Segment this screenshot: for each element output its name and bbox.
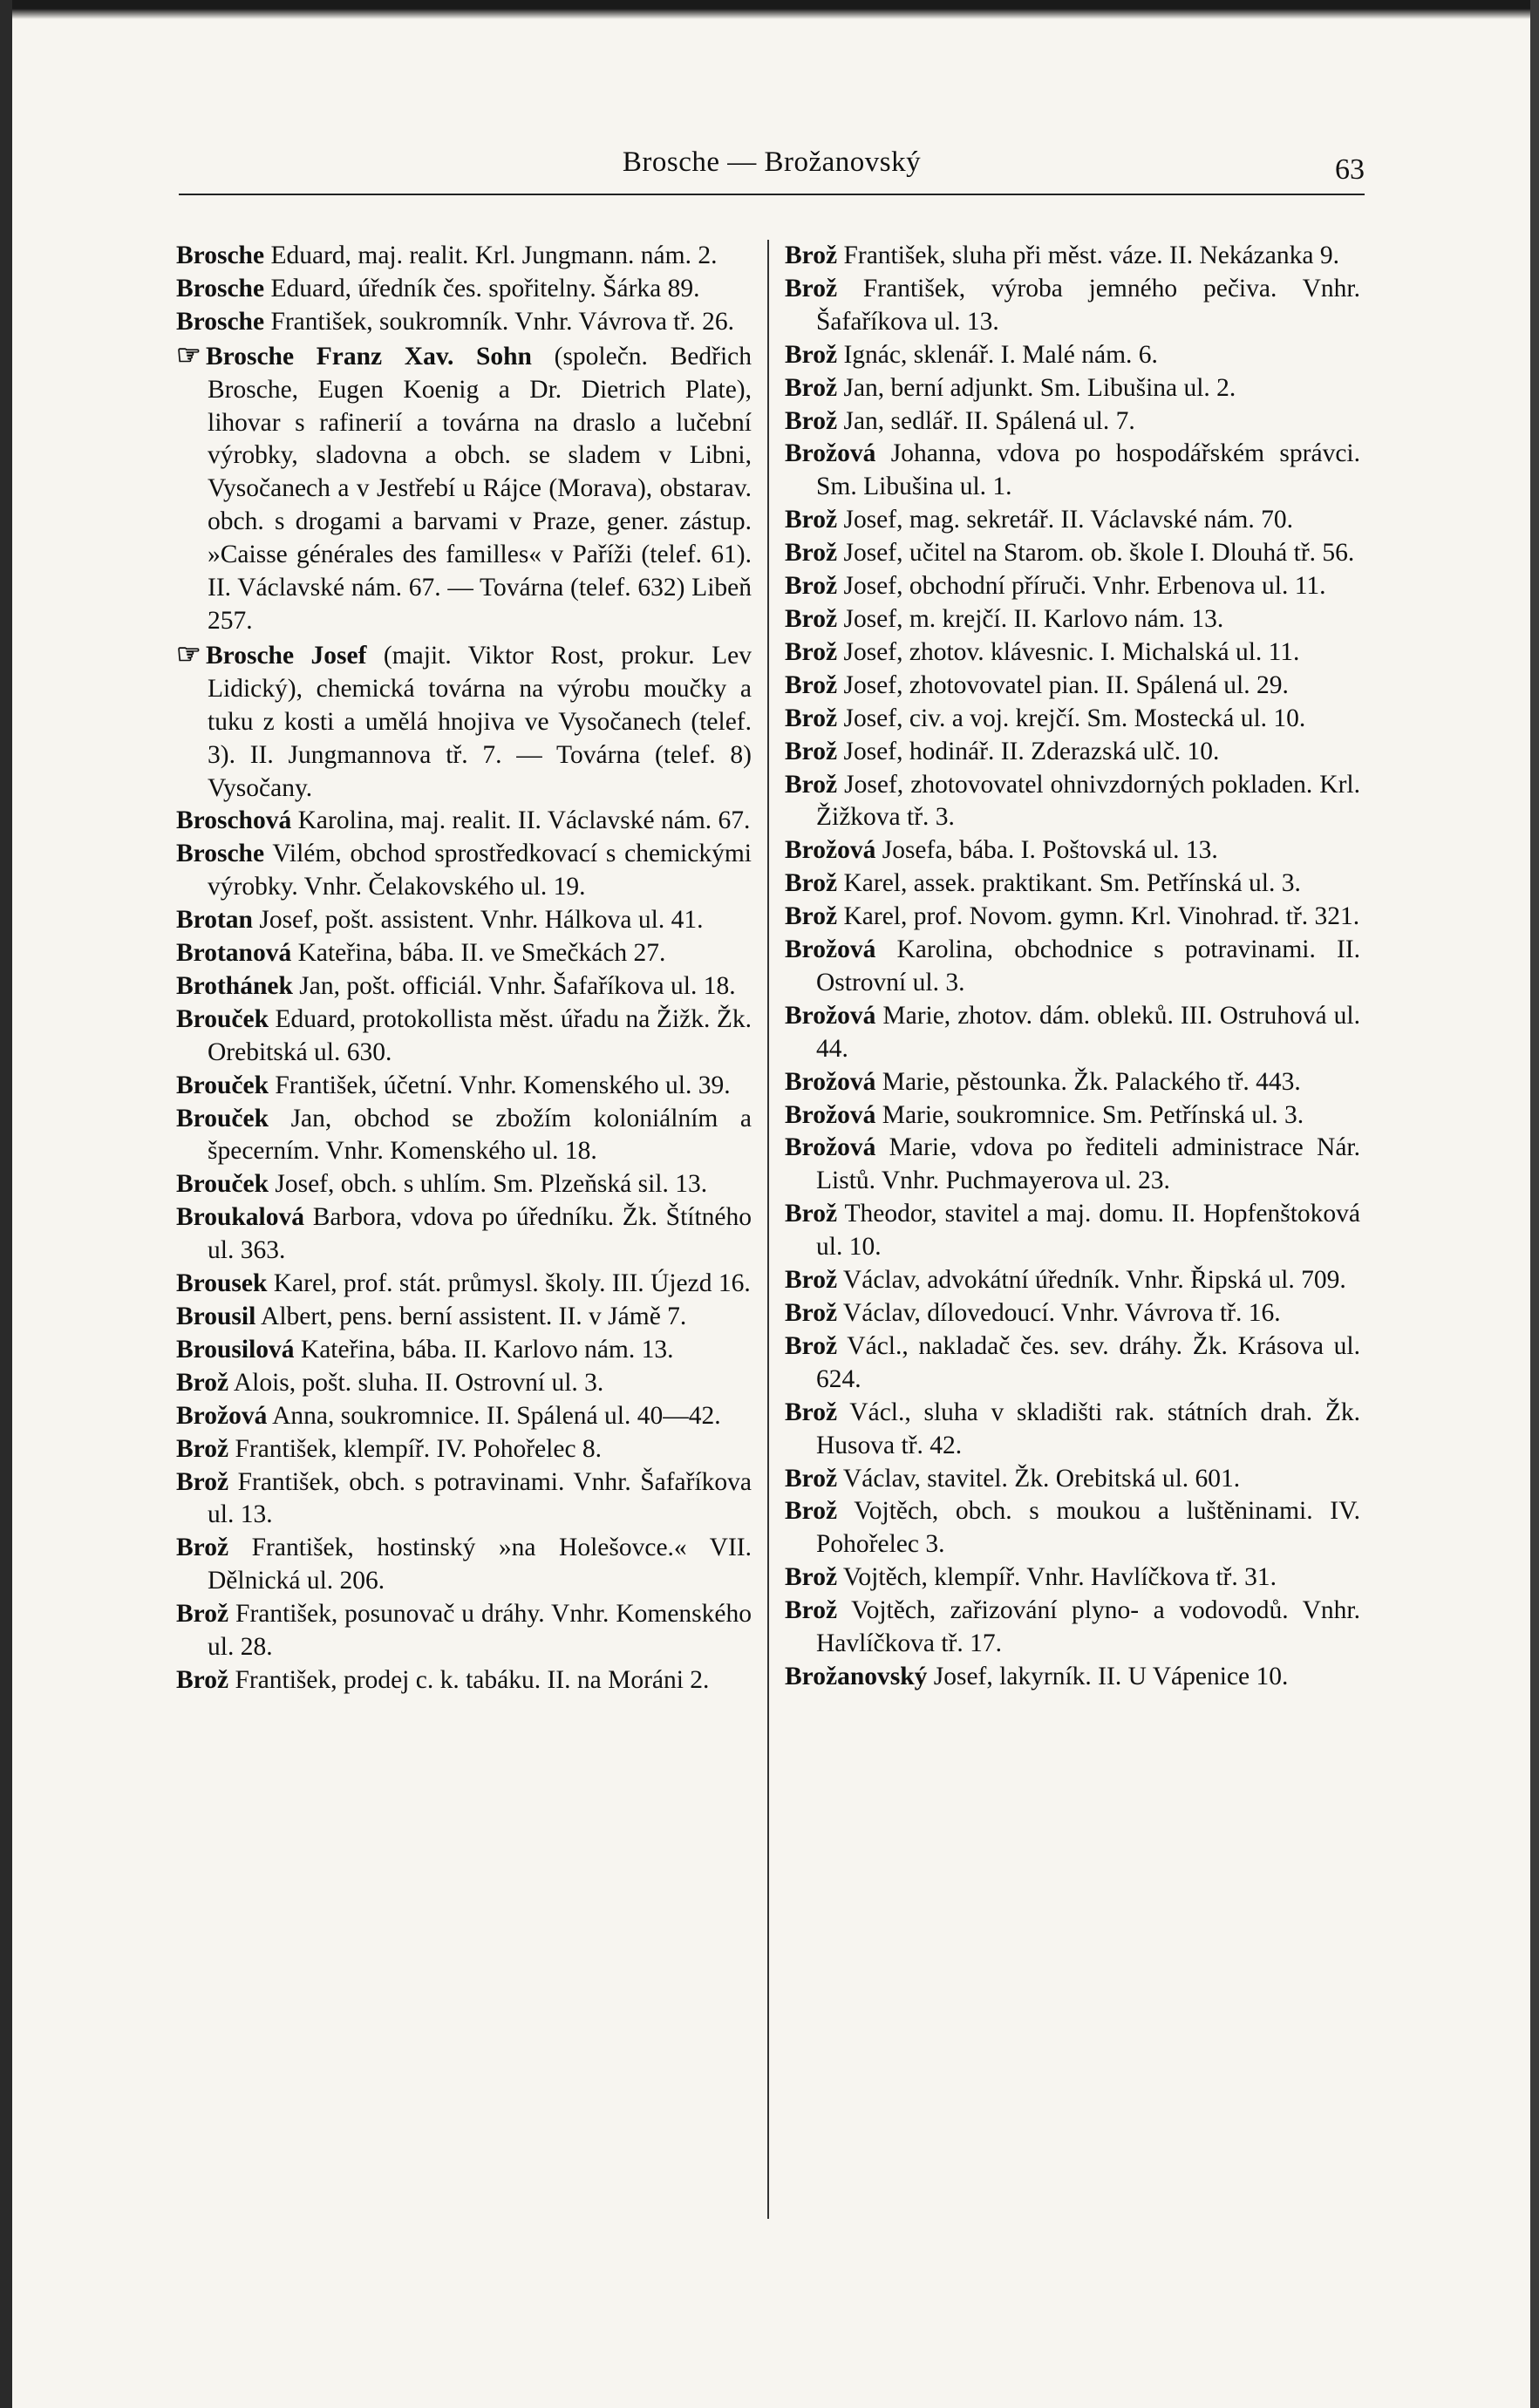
entry-surname: Brož — [785, 1331, 838, 1360]
directory-entry — [176, 805, 752, 838]
page-number: 63 — [1335, 153, 1365, 186]
directory-entry — [176, 1301, 752, 1334]
entry-surname: Brož — [785, 506, 838, 534]
entry-surname: Brož — [785, 241, 838, 269]
directory-entry — [176, 1664, 752, 1697]
entry-details: Marie, pěstounka. Žk. Palackého tř. 443. — [875, 1067, 1301, 1096]
entry-details: František, sluha při měst. váze. II. Nekázanka 9. — [837, 241, 1339, 269]
entry-details: Vilém, obchod sprostředkovací s chemickými výrobky. Vnhr. Čelakovského ul. 19. — [208, 840, 752, 901]
entry-surname: Brožanovský — [785, 1662, 928, 1690]
entry-surname: Brož — [176, 1534, 229, 1562]
directory-entry — [785, 1099, 1360, 1133]
entry-details: František, účetní. Vnhr. Komenského ul. 39. — [269, 1071, 731, 1099]
directory-entry — [176, 904, 752, 937]
directory-entry — [785, 901, 1360, 934]
directory-entry — [785, 1330, 1360, 1397]
directory-entry — [785, 1661, 1360, 1694]
entry-surname: Broschová — [176, 806, 292, 835]
directory-entry — [785, 1066, 1360, 1099]
entry-details: Josef, mag. sekretář. II. Václavské nám. 70. — [837, 506, 1293, 534]
entry-details: Václav, advokátní úředník. Vnhr. Řipská ul. 709. — [837, 1266, 1346, 1295]
column-divider — [767, 240, 769, 2219]
directory-entry — [176, 1103, 752, 1169]
header-rule — [179, 194, 1365, 195]
entry-details: (majit. Viktor Rost, prokur. Lev Lidický), chemická továrna na výrobu moučky a tuku z kosti a umělá hnojiva ve Vysočanech (telef. 3). II. Jungmannova tř. 7. — Továrna (telef. 8) Vysočany. — [208, 641, 752, 802]
entry-surname: Brosche — [176, 840, 265, 868]
entry-surname: Brožová — [785, 1133, 876, 1162]
entry-surname: Brož — [785, 1266, 838, 1295]
entry-details: Karolina, maj. realit. II. Václavské nám. 67. — [291, 806, 751, 835]
entry-details: František, hostinský »na Holešovce.« VII. Dělnická ul. 206. — [208, 1534, 752, 1595]
entry-surname: Brož — [785, 869, 838, 898]
entry-details: Marie, soukromnice. Sm. Petřínská ul. 3. — [875, 1100, 1304, 1129]
entry-surname: Brothánek — [176, 971, 293, 1000]
entry-surname: Brousil — [176, 1303, 256, 1330]
entry-surname: Brož — [785, 274, 838, 303]
pointing-hand-icon: ☞ — [176, 338, 201, 371]
entry-details: Josef, učitel na Starom. ob. škole I. Dlouhá tř. 56. — [837, 539, 1355, 568]
directory-entry — [176, 1367, 752, 1400]
directory-entry — [785, 1198, 1360, 1264]
entry-surname: Brožová — [785, 1100, 876, 1129]
entry-details: Vojtěch, klempíř. Vnhr. Havlíčkova tř. 31. — [837, 1563, 1277, 1592]
directory-entry — [176, 339, 752, 638]
entry-details: Jan, obchod se zbožím koloniálním a špecerním. Vnhr. Komenského ul. 18. — [208, 1104, 752, 1166]
entry-surname: Brož — [785, 340, 838, 369]
directory-entry — [176, 838, 752, 904]
directory-entry — [785, 703, 1360, 736]
entry-details: František, prodej c. k. tabáku. II. na Moráni 2. — [228, 1665, 710, 1694]
entry-surname: Brotan — [176, 906, 253, 935]
entry-details: Albert, pens. berní assistent. II. v Jámě 7. — [255, 1303, 687, 1330]
page-header — [179, 146, 1365, 199]
entry-details: Johanna, vdova po hospodářském správci. Sm. Libušina ul. 1. — [816, 439, 1360, 501]
entry-surname: Brož — [785, 670, 838, 699]
entry-surname: Brož — [176, 1434, 229, 1463]
directory-entry — [176, 240, 752, 273]
entry-details: Karolina, obchodnice s potravinami. II. Ostrovní ul. 3. — [816, 935, 1360, 997]
entry-surname: Broukalová — [176, 1203, 304, 1232]
entry-surname: Brouček — [176, 1004, 269, 1033]
directory-entry — [785, 438, 1360, 504]
entry-details: Josef, zhotov. klávesnic. I. Michalská ul. 11. — [837, 637, 1300, 666]
directory-entry — [176, 1433, 752, 1466]
entry-details: Josef, m. krejčí. II. Karlovo nám. 13. — [837, 604, 1224, 633]
entry-details: Josefa, bába. I. Poštovská ul. 13. — [875, 836, 1218, 865]
directory-entry — [785, 736, 1360, 769]
directory-entry — [785, 834, 1360, 867]
entry-details: Jan, pošt. officiál. Vnhr. Šafaříkova ul. 18. — [292, 971, 736, 1000]
directory-entry — [785, 934, 1360, 1000]
entry-surname: Brožová — [785, 439, 876, 468]
directory-entry — [785, 603, 1360, 636]
entry-details: Vojtěch, zařizování plyno- a vodovodů. Vnhr. Havlíčkova tř. 17. — [816, 1596, 1360, 1658]
entry-surname: Brož — [785, 770, 838, 799]
entry-surname: Brož — [785, 637, 838, 666]
directory-entry — [176, 1268, 752, 1301]
directory-entry — [785, 1397, 1360, 1463]
entry-details: Marie, vdova po řediteli administrace Nár. Listů. Vnhr. Puchmayerova ul. 23. — [816, 1133, 1360, 1195]
entry-details: František, soukromník. Vnhr. Vávrova tř. 26. — [264, 307, 734, 336]
directory-entry — [785, 273, 1360, 339]
entry-details: Ignác, sklenář. I. Malé nám. 6. — [837, 340, 1158, 369]
entry-surname: Brož — [785, 1497, 838, 1526]
entry-details: František, klempíř. IV. Pohořelec 8. — [228, 1434, 603, 1463]
entry-surname: Brosche — [176, 241, 265, 269]
entry-surname: Brož — [785, 1563, 838, 1592]
directory-entry — [785, 1000, 1360, 1066]
entry-details: Eduard, maj. realit. Krl. Jungmann. nám. 2. — [264, 241, 718, 269]
directory-entry — [785, 570, 1360, 603]
entry-details: Josef, pošt. assistent. Vnhr. Hálkova ul. 41. — [252, 906, 704, 935]
entry-surname: Brož — [785, 539, 838, 568]
entry-surname: Brož — [785, 373, 838, 402]
entry-surname: Brož — [785, 1596, 838, 1625]
directory-entry — [176, 306, 752, 339]
entry-details: Anna, soukromnice. II. Spálená ul. 40—42. — [267, 1401, 721, 1430]
entry-surname: Brosche — [176, 274, 265, 303]
entry-surname: Brož — [785, 572, 838, 601]
entry-details: Josef, obch. s uhlím. Sm. Plzeňská sil. 13. — [269, 1170, 708, 1199]
entry-details: Barbora, vdova po úředníku. Žk. Štítného ul. 363. — [208, 1203, 752, 1265]
directory-entry — [176, 638, 752, 806]
entry-surname: Brož — [785, 604, 838, 633]
entry-surname: Brousilová — [176, 1335, 295, 1364]
directory-entry — [785, 1264, 1360, 1297]
entry-surname: Brožová — [785, 836, 876, 865]
entry-details: Kateřina, bába. II. ve Smečkách 27. — [291, 939, 666, 968]
entry-details: Václav, dílovedoucí. Vnhr. Vávrova tř. 16. — [837, 1299, 1281, 1327]
directory-entry — [785, 670, 1360, 703]
entry-details: Kateřina, bába. II. Karlovo nám. 13. — [294, 1335, 674, 1364]
scan-border-left — [0, 0, 12, 2408]
entry-details: (společn. Bedřich Brosche, Eugen Koenig a Dr. Dietrich Plate), lihovar s rafinerií a továrna na draslo a lučební výrobky, sladovna a obch. se sladem v Libni, Vysočanech a v Jestřebí u Rájce (Morava), obstarav. obch. s drogami a barvami v Praze, gener. zástup. »Caisse générales des familles« v Paříži (telef. 61). II. Václavské nám. 67. — Továrna (telef. 632) Libeň 257. — [208, 342, 752, 635]
directory-entry — [785, 636, 1360, 670]
directory-entry — [176, 1598, 752, 1664]
entry-details: Karel, prof. stát. průmysl. školy. III. Újezd 16. — [267, 1269, 751, 1298]
directory-entry — [785, 769, 1360, 835]
directory-entry — [176, 937, 752, 970]
entry-details: Josef, obchodní příruči. Vnhr. Erbenova ul. 11. — [837, 572, 1326, 601]
entry-surname: Brož — [785, 1200, 838, 1228]
directory-entry — [176, 970, 752, 1003]
entry-surname: Brož — [176, 1368, 229, 1397]
directory-entry — [176, 1334, 752, 1367]
pointing-hand-icon: ☞ — [176, 637, 201, 670]
entry-details: Eduard, úředník čes. spořitelny. Šárka 89. — [264, 274, 700, 303]
scan-border-right — [1530, 0, 1539, 2408]
directory-entry — [176, 273, 752, 306]
directory-entry — [176, 1070, 752, 1103]
entry-surname: Brosche — [176, 307, 265, 336]
entry-details: František, výroba jemného pečiva. Vnhr. Šafaříkova ul. 13. — [816, 274, 1360, 336]
entry-surname: Brouček — [176, 1170, 269, 1199]
entry-details: Marie, zhotov. dám. obleků. III. Ostruhová ul. 44. — [816, 1001, 1360, 1063]
directory-entry — [176, 1003, 752, 1070]
directory-entry — [785, 405, 1360, 439]
entry-surname: Brož — [176, 1665, 229, 1694]
directory-entry — [785, 1463, 1360, 1496]
entry-surname: Brousek — [176, 1269, 268, 1298]
directory-entry — [785, 1132, 1360, 1198]
directory-entry — [176, 1168, 752, 1201]
entry-details: Josef, hodinář. II. Zderazská ulč. 10. — [837, 737, 1220, 765]
directory-entry — [785, 504, 1360, 537]
directory-entry — [785, 1297, 1360, 1330]
entry-surname: Brož — [785, 1299, 838, 1327]
entry-details: Josef, civ. a voj. krejčí. Sm. Mostecká ul. 10. — [837, 704, 1306, 732]
entry-surname: Brož — [785, 737, 838, 765]
entry-details: Karel, assek. praktikant. Sm. Petřínská ul. 3. — [837, 869, 1301, 898]
entry-surname: Brož — [785, 406, 838, 435]
entry-surname: Brož — [176, 1600, 229, 1629]
entry-details: Eduard, protokollista měst. úřadu na Žižk. Žk. Orebitská ul. 630. — [208, 1004, 752, 1066]
entry-surname: Brouček — [176, 1071, 269, 1099]
entry-details: Václ., sluha v skladišti rak. státních drah. Žk. Husova tř. 42. — [816, 1398, 1360, 1459]
entry-details: Josef, zhotovovatel pian. II. Spálená ul. 29. — [837, 670, 1289, 699]
directory-entry — [785, 240, 1360, 273]
directory-entry — [785, 339, 1360, 372]
entry-surname: Brožová — [785, 1067, 876, 1096]
entry-surname: Brožová — [176, 1401, 268, 1430]
directory-entry — [785, 1495, 1360, 1561]
entry-details: Václav, stavitel. Žk. Orebitská ul. 601. — [837, 1464, 1241, 1493]
entry-surname: Brosche Josef — [206, 641, 367, 670]
entry-details: František, obch. s potravinami. Vnhr. Šafaříkova ul. 13. — [208, 1467, 752, 1529]
entry-details: Josef, zhotovovatel ohnivzdorných pokladen. Krl. Žižkova tř. 3. — [816, 770, 1360, 832]
entry-details: František, posunovač u dráhy. Vnhr. Komenského ul. 28. — [208, 1600, 752, 1662]
entry-details: Alois, pošt. sluha. II. Ostrovní ul. 3. — [228, 1368, 604, 1397]
entry-surname: Brož — [785, 902, 838, 931]
directory-entry — [176, 1466, 752, 1533]
entry-surname: Brož — [785, 1398, 838, 1426]
entry-surname: Brožová — [785, 1001, 876, 1030]
entry-surname: Brosche Franz Xav. Sohn — [206, 342, 532, 371]
left-column — [176, 240, 752, 1697]
entry-surname: Brouček — [176, 1104, 269, 1133]
entry-surname: Brož — [176, 1467, 229, 1496]
entry-details: Jan, sedlář. II. Spálená ul. 7. — [837, 406, 1135, 435]
directory-entry — [785, 372, 1360, 405]
entry-surname: Brož — [785, 704, 838, 732]
entry-details: Vojtěch, obch. s moukou a luštěninami. IV. Pohořelec 3. — [816, 1497, 1360, 1559]
entry-details: Theodor, stavitel a maj. domu. II. Hopfenštoková ul. 10. — [816, 1200, 1360, 1262]
directory-entry — [785, 867, 1360, 901]
entry-details: Jan, berní adjunkt. Sm. Libušina ul. 2. — [837, 373, 1236, 402]
entry-details: Václ., nakladač čes. sev. dráhy. Žk. Krásova ul. 624. — [816, 1331, 1360, 1393]
directory-entry — [176, 1201, 752, 1268]
entry-surname: Brotanová — [176, 939, 292, 968]
entry-details: Karel, prof. Novom. gymn. Krl. Vinohrad. tř. 321. — [837, 902, 1360, 931]
entry-surname: Brožová — [785, 935, 876, 964]
directory-entry — [785, 1595, 1360, 1661]
directory-entry — [176, 1400, 752, 1433]
directory-entry — [785, 537, 1360, 570]
entry-surname: Brož — [785, 1464, 838, 1493]
entry-details: Josef, lakyrník. II. U Vápenice 10. — [927, 1662, 1289, 1690]
directory-entry — [176, 1532, 752, 1598]
running-head: Brosche — Brožanovský — [622, 146, 922, 178]
right-column — [785, 240, 1360, 1694]
scan-border-top — [0, 0, 1539, 19]
directory-entry — [785, 1561, 1360, 1595]
